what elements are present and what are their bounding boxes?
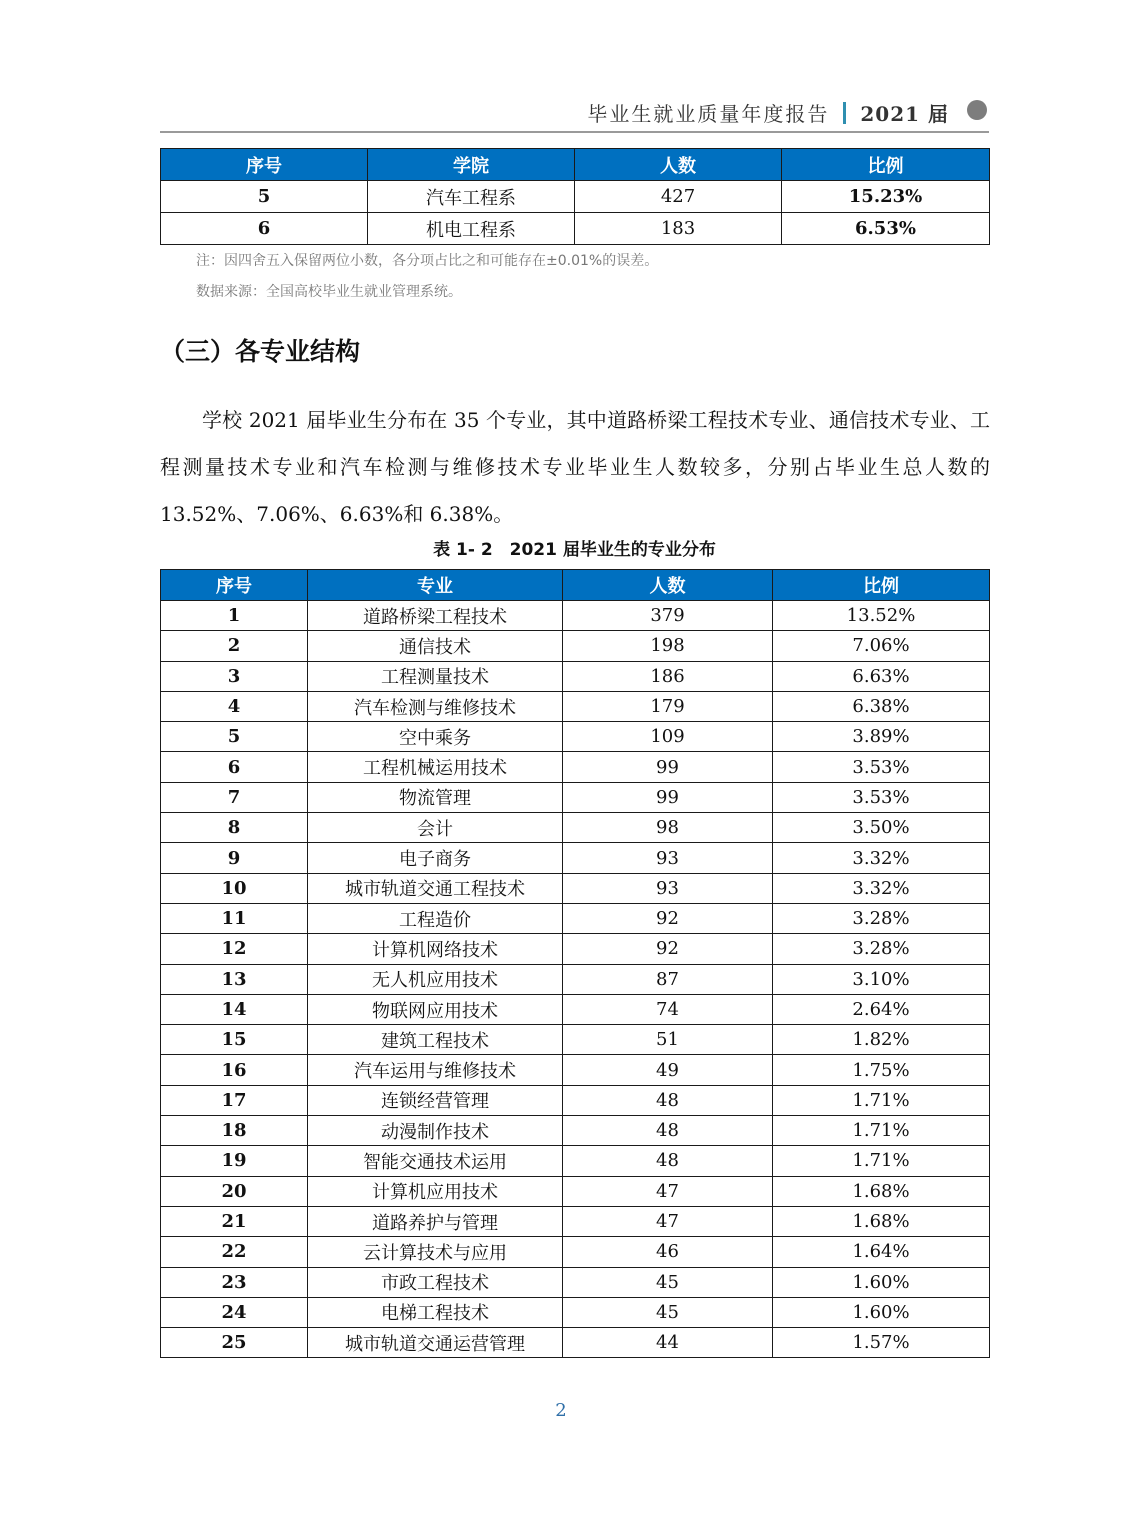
row-count: 45 [563, 1297, 773, 1327]
table-row [161, 964, 990, 994]
table-row [161, 213, 990, 245]
row-index: 3 [161, 661, 308, 691]
row-department: 汽车工程系 [368, 181, 575, 213]
row-count: 99 [563, 782, 773, 812]
row-major: 工程机械运用技术 [308, 752, 563, 782]
report-title: 毕业生就业质量年度报告 [587, 102, 830, 126]
row-ratio: 3.10% [773, 964, 990, 994]
row-index: 17 [161, 1085, 308, 1115]
row-major: 物联网应用技术 [308, 994, 563, 1024]
row-ratio: 3.32% [773, 873, 990, 903]
row-index: 13 [161, 964, 308, 994]
row-index: 11 [161, 903, 308, 933]
row-count: 98 [563, 813, 773, 843]
row-major: 云计算技术与应用 [308, 1237, 563, 1267]
row-count: 47 [563, 1176, 773, 1206]
body-paragraph: 学校 2021 届毕业生分布在 35 个专业，其中道路桥梁工程技术专业、通信技术专业、工程测量技术专业和汽车检测与维修技术专业毕业生人数较多，分别占毕业生总人数的 13.52%、7.06%、6.63%和 6.38%。 [160, 408, 990, 526]
row-count: 379 [563, 601, 773, 631]
row-count: 179 [563, 691, 773, 721]
row-major: 通信技术 [308, 631, 563, 661]
row-ratio: 3.53% [773, 752, 990, 782]
row-ratio: 6.53% [782, 213, 990, 245]
row-ratio: 6.63% [773, 661, 990, 691]
row-major: 市政工程技术 [308, 1267, 563, 1297]
table-row [161, 843, 990, 873]
row-index: 21 [161, 1206, 308, 1236]
row-department: 机电工程系 [368, 213, 575, 245]
row-count: 93 [563, 843, 773, 873]
row-index: 16 [161, 1055, 308, 1085]
row-major: 城市轨道交通运营管理 [308, 1328, 563, 1358]
row-index: 20 [161, 1176, 308, 1206]
row-ratio: 3.28% [773, 903, 990, 933]
row-count: 198 [563, 631, 773, 661]
row-index: 14 [161, 994, 308, 1024]
row-major: 道路养护与管理 [308, 1206, 563, 1236]
row-index: 8 [161, 813, 308, 843]
page-number: 2 [555, 1400, 567, 1421]
row-major: 电梯工程技术 [308, 1297, 563, 1327]
row-index: 5 [161, 722, 308, 752]
row-ratio: 15.23% [782, 181, 990, 213]
row-major: 智能交通技术运用 [308, 1146, 563, 1176]
row-count: 183 [575, 213, 782, 245]
table-header-row [161, 570, 990, 601]
rounding-note: 注：因四舍五入保留两位小数，各分项占比之和可能存在±0.01%的误差。 [196, 253, 659, 269]
row-major: 道路桥梁工程技术 [308, 601, 563, 631]
row-major: 建筑工程技术 [308, 1025, 563, 1055]
table-row [161, 181, 990, 213]
row-index: 9 [161, 843, 308, 873]
table-row [161, 601, 990, 631]
row-index: 2 [161, 631, 308, 661]
table-row [161, 661, 990, 691]
table-row [161, 813, 990, 843]
row-major: 电子商务 [308, 843, 563, 873]
table-row [161, 1297, 990, 1327]
table-caption: 表 1- 2 2021 届毕业生的专业分布 [433, 540, 716, 560]
row-ratio: 1.64% [773, 1237, 990, 1267]
row-major: 工程造价 [308, 903, 563, 933]
row-major: 连锁经营管理 [308, 1085, 563, 1115]
row-ratio: 3.28% [773, 934, 990, 964]
row-count: 49 [563, 1055, 773, 1085]
row-count: 93 [563, 873, 773, 903]
table-header-row [161, 149, 990, 181]
table-row [161, 1328, 990, 1358]
row-major: 城市轨道交通工程技术 [308, 873, 563, 903]
column-header-ratio: 比例 [773, 570, 990, 601]
row-ratio: 1.71% [773, 1085, 990, 1115]
row-index: 10 [161, 873, 308, 903]
row-count: 74 [563, 994, 773, 1024]
row-ratio: 3.32% [773, 843, 990, 873]
table-row [161, 1146, 990, 1176]
row-index: 7 [161, 782, 308, 812]
row-ratio: 1.60% [773, 1297, 990, 1327]
header-separator [843, 102, 846, 124]
row-major: 计算机应用技术 [308, 1176, 563, 1206]
column-header-count: 人数 [575, 149, 782, 181]
row-index: 15 [161, 1025, 308, 1055]
report-year: 2021 届 [860, 102, 949, 126]
table-row [161, 1267, 990, 1297]
row-ratio: 1.75% [773, 1055, 990, 1085]
table-row [161, 691, 990, 721]
row-count: 44 [563, 1328, 773, 1358]
column-header-ratio: 比例 [782, 149, 990, 181]
row-count: 109 [563, 722, 773, 752]
row-count: 427 [575, 181, 782, 213]
section-title: （三）各专业结构 [160, 337, 361, 366]
table-row [161, 1176, 990, 1206]
row-major: 汽车运用与维修技术 [308, 1055, 563, 1085]
row-count: 87 [563, 964, 773, 994]
table-body [161, 601, 990, 1358]
table-row [161, 1116, 990, 1146]
row-major: 动漫制作技术 [308, 1116, 563, 1146]
row-index: 23 [161, 1267, 308, 1297]
row-index: 6 [161, 752, 308, 782]
row-index: 12 [161, 934, 308, 964]
row-count: 186 [563, 661, 773, 691]
row-index: 6 [161, 213, 368, 245]
row-index: 24 [161, 1297, 308, 1327]
table-row [161, 994, 990, 1024]
row-count: 45 [563, 1267, 773, 1297]
row-index: 5 [161, 181, 368, 213]
row-ratio: 3.53% [773, 782, 990, 812]
department-table-continued [160, 148, 990, 245]
row-count: 99 [563, 752, 773, 782]
row-ratio: 3.50% [773, 813, 990, 843]
row-major: 汽车检测与维修技术 [308, 691, 563, 721]
table-row [161, 1206, 990, 1236]
row-ratio: 13.52% [773, 601, 990, 631]
column-header-major: 专业 [308, 570, 563, 601]
table-row [161, 1025, 990, 1055]
table-row [161, 1055, 990, 1085]
row-ratio: 7.06% [773, 631, 990, 661]
circle-icon [967, 100, 987, 120]
table-row [161, 631, 990, 661]
row-ratio: 1.68% [773, 1176, 990, 1206]
row-major: 工程测量技术 [308, 661, 563, 691]
table-row [161, 1237, 990, 1267]
row-ratio: 1.60% [773, 1267, 990, 1297]
table-row [161, 934, 990, 964]
header-rule [160, 131, 989, 133]
row-major: 计算机网络技术 [308, 934, 563, 964]
row-count: 92 [563, 934, 773, 964]
row-count: 47 [563, 1206, 773, 1236]
row-count: 92 [563, 903, 773, 933]
table-row [161, 1085, 990, 1115]
row-major: 物流管理 [308, 782, 563, 812]
row-count: 51 [563, 1025, 773, 1055]
row-ratio: 3.89% [773, 722, 990, 752]
table-row [161, 752, 990, 782]
table-row [161, 873, 990, 903]
row-count: 46 [563, 1237, 773, 1267]
row-index: 1 [161, 601, 308, 631]
column-header-index: 序号 [161, 149, 368, 181]
row-major: 空中乘务 [308, 722, 563, 752]
row-index: 25 [161, 1328, 308, 1358]
row-count: 48 [563, 1146, 773, 1176]
column-header-department: 学院 [368, 149, 575, 181]
row-ratio: 2.64% [773, 994, 990, 1024]
row-ratio: 1.71% [773, 1146, 990, 1176]
data-source-note: 数据来源：全国高校毕业生就业管理系统。 [196, 284, 462, 300]
row-ratio: 1.71% [773, 1116, 990, 1146]
row-index: 19 [161, 1146, 308, 1176]
column-header-count: 人数 [563, 570, 773, 601]
column-header-index: 序号 [161, 570, 308, 601]
table-row [161, 903, 990, 933]
row-major: 无人机应用技术 [308, 964, 563, 994]
row-ratio: 1.82% [773, 1025, 990, 1055]
row-ratio: 6.38% [773, 691, 990, 721]
table-row [161, 722, 990, 752]
row-major: 会计 [308, 813, 563, 843]
table-row [161, 782, 990, 812]
row-ratio: 1.68% [773, 1206, 990, 1236]
row-ratio: 1.57% [773, 1328, 990, 1358]
page-header [160, 96, 989, 132]
header-text [587, 98, 949, 127]
row-index: 4 [161, 691, 308, 721]
major-distribution-table [160, 569, 990, 1358]
row-count: 48 [563, 1116, 773, 1146]
row-index: 18 [161, 1116, 308, 1146]
row-count: 48 [563, 1085, 773, 1115]
row-index: 22 [161, 1237, 308, 1267]
